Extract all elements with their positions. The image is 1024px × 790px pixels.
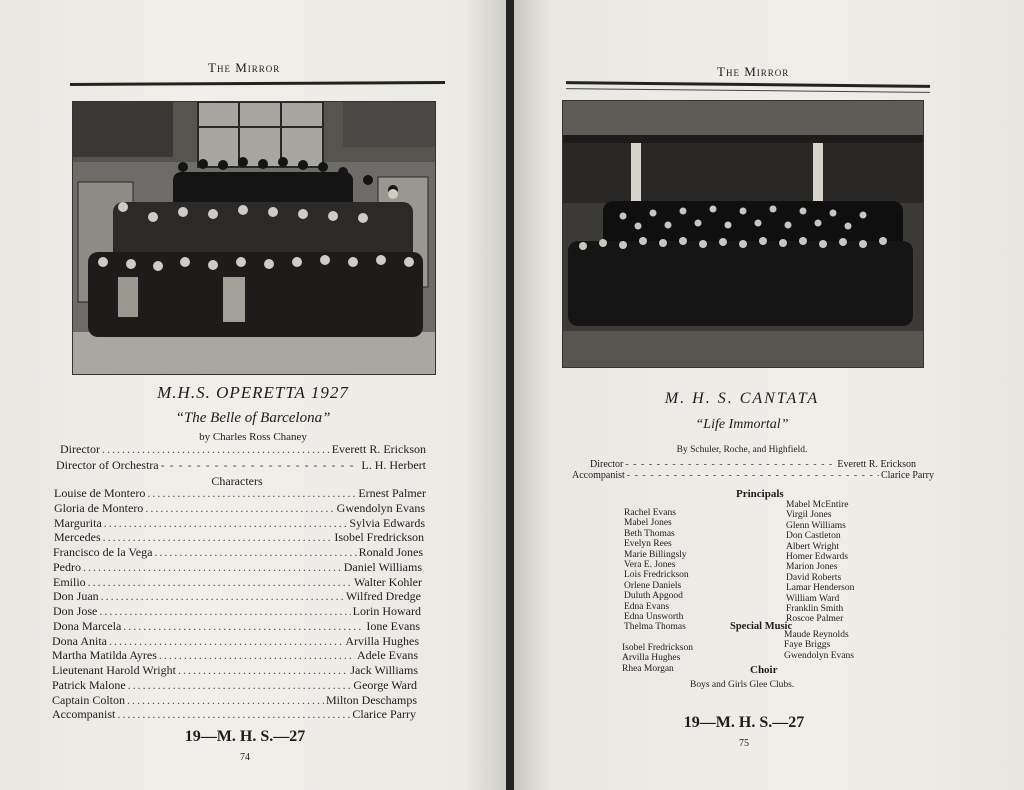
cast-role: Francisco de la Vega [53,545,153,559]
principal-name: Mabel Jones [624,518,672,529]
cast-actor: Ernest Palmer [358,486,426,500]
principals-right-column [786,500,854,625]
principal-name: Glenn Williams [786,520,846,531]
cast-row [53,575,422,590]
right-header-rule [566,81,930,88]
principal-name: Virgil Jones [786,510,832,521]
cast-actor: George Ward [353,677,417,692]
dot-leader [88,575,352,590]
dot-leader [102,442,330,457]
principal-name: Edna Evans [624,601,670,612]
principal-name: Vera E. Jones [624,559,676,570]
orchestra-name: L. H. Herbert [361,458,426,472]
cast-row [54,530,424,545]
principal-name: Rachel Evans [624,508,676,518]
left-page-number: 74 [240,752,250,763]
operetta-byline: by Charles Ross Chaney [199,431,307,443]
principal-name: Lois Fredrickson [624,570,689,581]
operetta-orchestra-row [56,458,426,473]
principals-left-column [624,508,689,633]
choir-text: Boys and Girls Glee Clubs. [690,680,795,690]
book-gutter [506,0,514,790]
cast-actor: Clarice Parry [352,707,416,722]
cast-actor: Milton Deschamps [326,692,417,707]
cast-row [54,516,425,531]
dot-leader [104,516,348,531]
cast-row [53,604,421,619]
cast-role: Accompanist [52,707,116,722]
dot-leader [99,604,350,619]
cast-role: Louise de Montero [54,486,146,500]
left-running-header: The Mirror [208,60,281,75]
dash-leader [625,459,835,470]
cast-actor: Jack Williams [350,663,418,677]
dot-leader [83,560,342,575]
characters-heading: Characters [211,474,263,488]
cast-role: Martha Matilda Ayres [52,648,157,663]
operetta-subtitle: “The Belle of Barcelona” [175,410,331,426]
cast-actor: Gwendolyn Evans [336,500,425,515]
cantata-director-row [590,459,916,470]
cast-role: Gloria de Montero [54,500,144,515]
cantata-title: M. H. S. CANTATA [664,390,820,407]
dot-leader [128,678,352,693]
principal-name: Orlene Daniels [624,580,682,591]
dot-leader [127,693,324,708]
left-footer: 19—M. H. S.—27 [184,728,306,745]
cast-actor: Wilfred Dredge [345,589,421,604]
principal-name: David Roberts [786,572,842,583]
operetta-title: M.H.S. OPERETTA 1927 [157,383,349,402]
cast-role: Don Juan [53,589,99,604]
cantata-photo [562,100,924,368]
dot-leader [159,648,355,663]
cast-role: Dona Anita [52,633,107,648]
principal-name: Marion Jones [786,562,838,573]
dot-leader [145,501,334,516]
dash-leader [627,470,879,481]
cast-row [53,545,423,560]
left-page [0,0,506,790]
cast-role: Captain Colton [52,692,125,707]
principal-name: Thelma Thomas [624,622,686,633]
cast-role: Lieutenant Harold Wright [52,663,176,677]
dot-leader [178,663,348,678]
cast-role: Don Jose [53,604,98,618]
principals-heading: Principals [736,488,784,500]
special-music-name: Isobel Fredrickson [622,643,693,653]
operetta-director-row [60,442,426,457]
cast-role: Patrick Malone [52,677,126,692]
principal-name: Homer Edwards [786,551,848,562]
cast-row [52,648,418,663]
special-music-name: Maude Reynolds [784,630,849,640]
cast-actor: Ione Evans [366,618,420,633]
cantata-accompanist-row [572,470,934,481]
cast-role: Emilio [53,574,86,589]
cast-row [52,707,416,722]
special-music-right-column [784,630,854,661]
principal-name: Lamar Henderson [786,583,855,594]
cast-actor: Lorin Howard [352,604,421,618]
cast-row [54,501,425,516]
cast-row [52,693,417,708]
director-name: Everett R. Erickson [331,442,426,456]
cantata-director-name: Everett R. Erickson [837,459,916,470]
cast-actor: Ronald Jones [358,545,423,559]
dot-leader [117,707,350,722]
cantata-accompanist-name: Clarice Parry [880,470,934,481]
dot-leader [147,486,356,501]
dot-leader [123,619,364,634]
principal-name: Marie Billingsly [624,549,687,560]
dot-leader [101,589,344,604]
right-running-header: The Mirror [717,64,790,79]
principal-name: Evelyn Rees [624,539,672,550]
left-header-rule [70,81,445,86]
cantata-byline: By Schuler, Roche, and Highfield. [676,445,808,455]
cast-row [53,560,422,575]
principal-name: Albert Wright [786,541,840,552]
right-footer: 19—M. H. S.—27 [683,714,805,731]
right-page-number: 75 [739,738,749,749]
orchestra-label: Director of Orchestra [56,458,159,472]
principal-name: Mabel McEntire [786,500,849,510]
principal-name: Franklin Smith [786,603,844,614]
choir-heading: Choir [750,664,778,676]
principal-name: Don Castleton [786,531,841,542]
principal-name: William Ward [786,593,840,604]
dot-leader [103,530,333,545]
cast-role: Mercedes [54,530,101,545]
cast-actor: Adele Evans [357,648,418,663]
cast-role: Pedro [53,559,81,574]
cast-row [52,663,418,678]
special-music-name: Rhea Morgan [622,663,674,674]
principal-name: Beth Thomas [624,528,675,539]
director-label: Director [60,442,100,456]
right-page [514,0,1024,790]
cast-actor: Daniel Williams [343,559,422,574]
cast-actor: Arvilla Hughes [345,633,419,648]
special-music-name: Arvilla Hughes [622,653,681,664]
special-music-name: Gwendolyn Evans [784,650,854,661]
cantata-subtitle: “Life Immortal” [695,417,789,432]
principal-name: Roscoe Palmer [786,614,844,625]
right-header-thin-rule [566,88,930,93]
special-music-heading: Special Music [730,621,793,632]
cast-actor: Sylvia Edwards [349,515,425,530]
cast-role: Margurita [54,515,102,530]
cast-row [53,589,421,604]
cantata-director-label: Director [590,459,624,470]
cast-row [52,634,419,649]
operetta-photo [72,101,436,375]
dot-leader [154,545,356,560]
cast-row [54,486,426,501]
cast-actor: Isobel Fredrickson [334,530,424,545]
special-music-left-column [622,643,693,674]
special-music-name: Faye Briggs [784,640,831,651]
cantata-accompanist-label: Accompanist [572,470,625,481]
cast-row [52,678,417,693]
cast-role: Dona Marcela [53,618,122,633]
dot-leader [109,634,343,649]
cast-actor: Walter Kohler [353,574,422,589]
principal-name: Edna Unsworth [624,611,684,622]
cast-row [53,619,420,634]
dash-leader [161,458,360,473]
principal-name: Duluth Apgood [624,591,683,602]
